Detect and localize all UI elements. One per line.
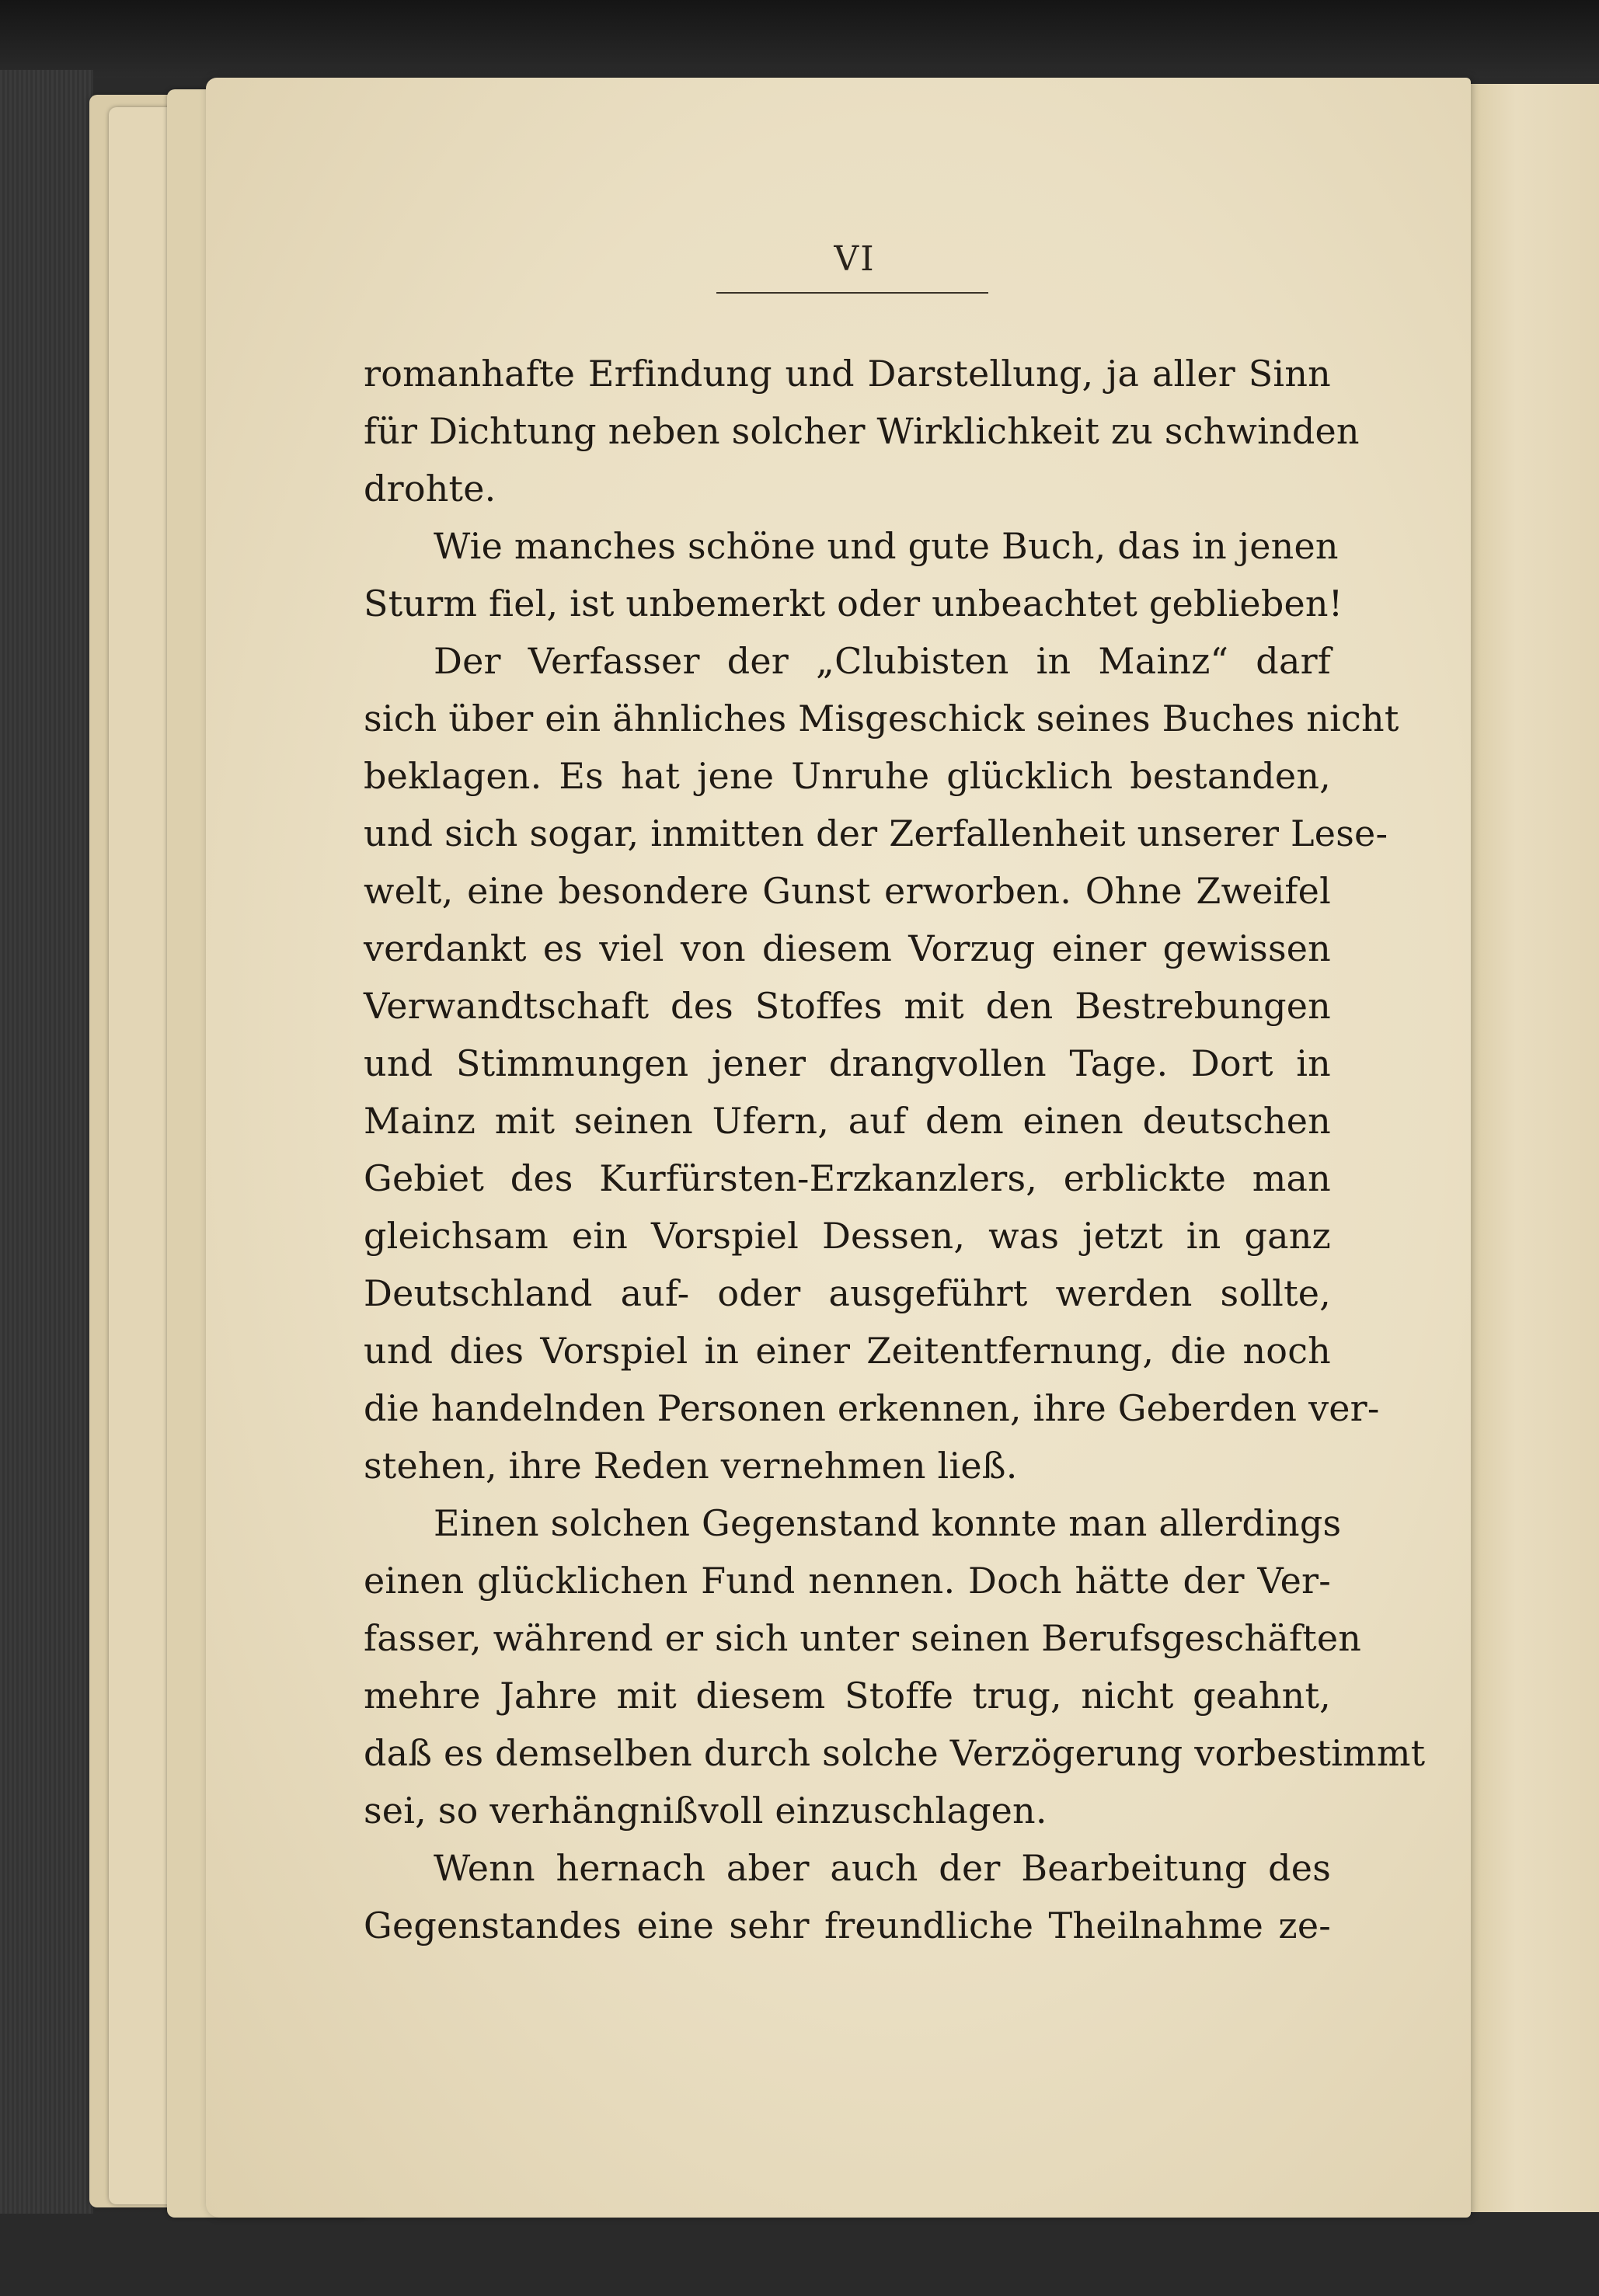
facing-page-edge bbox=[1461, 84, 1599, 2212]
cloth-binding bbox=[0, 70, 93, 2214]
text-line: Wenn hernach aber auch der Bearbeitung des bbox=[434, 1847, 1331, 1889]
text-line: sei, so verhängnißvoll einzuschlagen. bbox=[364, 1790, 1047, 1832]
text-line: Verwandtschaft des Stoffes mit den Bestrebungen bbox=[364, 985, 1331, 1027]
text-line: daß es demselben durch solche Verzögerung vorbestimmt bbox=[364, 1732, 1426, 1774]
text-line: beklagen. Es hat jene Unruhe glücklich bestanden, bbox=[364, 755, 1331, 797]
header-rule bbox=[716, 292, 988, 294]
text-line: Mainz mit seinen Ufern, auf dem einen deutschen bbox=[364, 1100, 1331, 1142]
text-line: drohte. bbox=[364, 468, 496, 510]
text-line: gleichsam ein Vorspiel Dessen, was jetzt in ganz bbox=[364, 1215, 1331, 1257]
text-line: Einen solchen Gegenstand konnte man allerdings bbox=[434, 1502, 1342, 1544]
text-line: und sich sogar, inmitten der Zerfallenheit unserer Lese- bbox=[364, 812, 1388, 854]
text-line: die handelnden Personen erkennen, ihre Geberden ver- bbox=[364, 1387, 1380, 1429]
text-line: Wie manches schöne und gute Buch, das in jenen bbox=[434, 525, 1339, 567]
text-line: verdankt es viel von diesem Vorzug einer gewissen bbox=[364, 927, 1331, 969]
text-line: mehre Jahre mit diesem Stoffe trug, nicht geahnt, bbox=[364, 1675, 1331, 1717]
text-line: Gegenstandes eine sehr freundliche Theilnahme ze- bbox=[364, 1905, 1331, 1946]
text-line: welt, eine besondere Gunst erworben. Ohne Zweifel bbox=[364, 870, 1331, 912]
text-line: Der Verfasser der „Clubisten in Mainz“ darf bbox=[434, 640, 1331, 682]
book-cover-top-edge bbox=[0, 0, 1599, 78]
text-line: und dies Vorspiel in einer Zeitentfernung, die noch bbox=[364, 1330, 1331, 1372]
text-line: für Dichtung neben solcher Wirklichkeit zu schwinden bbox=[364, 410, 1360, 452]
page-number: VI bbox=[834, 239, 876, 279]
text-line: Deutschland auf- oder ausgeführt werden sollte, bbox=[364, 1272, 1331, 1314]
text-line: fasser, während er sich unter seinen Berufsgeschäften bbox=[364, 1617, 1362, 1659]
text-line: Sturm fiel, ist unbemerkt oder unbeachtet geblieben! bbox=[364, 583, 1343, 624]
text-line: sich über ein ähnliches Misgeschick seines Buches nicht bbox=[364, 697, 1399, 739]
text-line: romanhafte Erfindung und Darstellung, ja aller Sinn bbox=[364, 353, 1331, 395]
text-line: und Stimmungen jener drangvollen Tage. Dort in bbox=[364, 1042, 1331, 1084]
text-line: Gebiet des Kurfürsten-Erzkanzlers, erblickte man bbox=[364, 1157, 1331, 1199]
text-line: einen glücklichen Fund nennen. Doch hätte der Ver- bbox=[364, 1560, 1331, 1602]
body-text bbox=[364, 345, 1426, 1954]
text-line: stehen, ihre Reden vernehmen ließ. bbox=[364, 1445, 1018, 1487]
